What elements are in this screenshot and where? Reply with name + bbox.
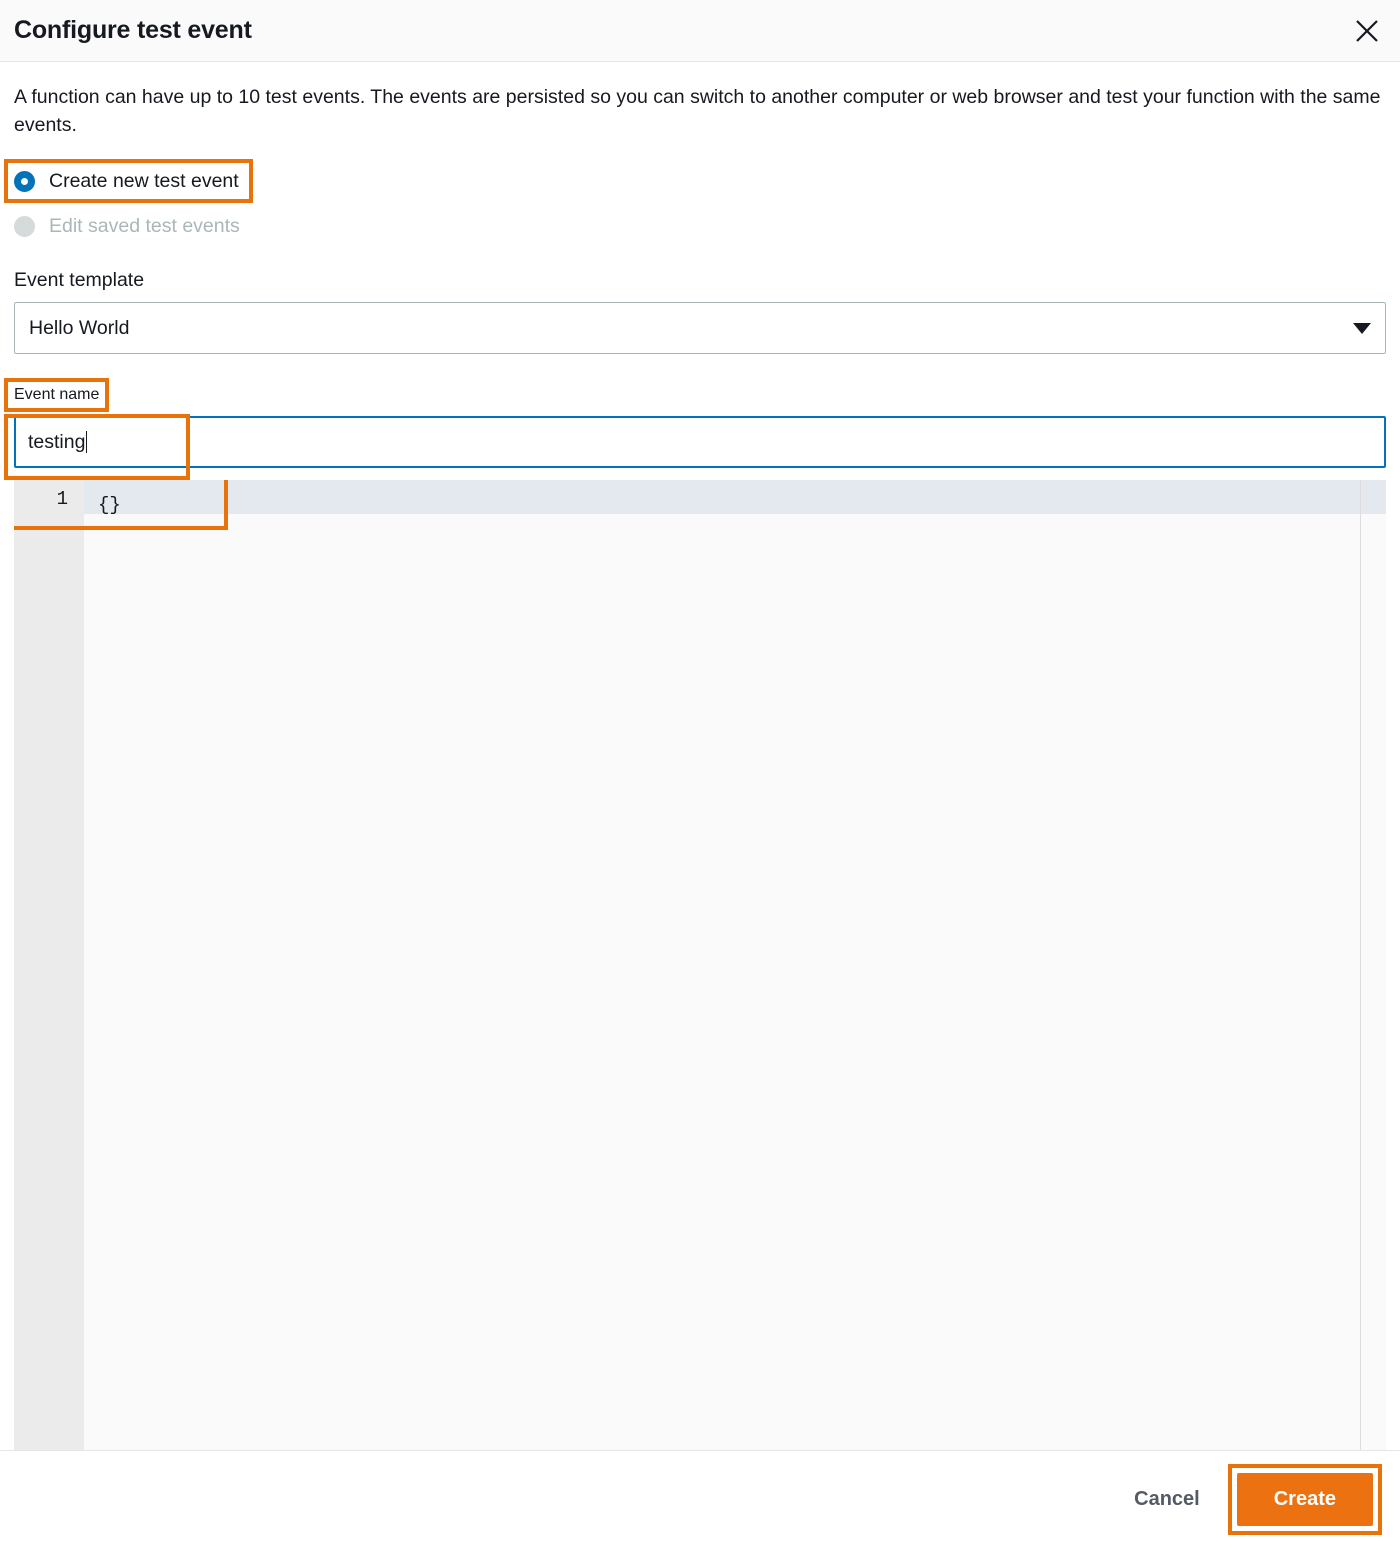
event-template-field <box>14 269 1386 354</box>
modal-header <box>0 0 1400 62</box>
event-template-label: Event template <box>14 269 145 292</box>
event-template-select[interactable] <box>14 302 1386 354</box>
text-cursor <box>86 431 87 453</box>
radio-selected-icon <box>14 171 35 192</box>
editor-line-number: 1 <box>56 488 68 511</box>
event-template-selected-value: Hello World <box>29 316 130 339</box>
event-name-input-value: testing <box>28 430 86 453</box>
create-button[interactable]: Create <box>1237 1473 1373 1526</box>
event-name-input[interactable] <box>14 416 1386 468</box>
editor-line-1 <box>84 488 1386 522</box>
editor-print-margin <box>1360 480 1361 1450</box>
cancel-button[interactable]: Cancel <box>1118 1476 1216 1523</box>
page-title: Configure test event <box>14 16 252 44</box>
event-name-field <box>14 382 1386 468</box>
close-icon[interactable] <box>1350 14 1384 48</box>
radio-edit-saved-test-events[interactable] <box>14 211 240 241</box>
modal-description: A function can have up to 10 test events. The events are persisted so you can switch to another computer or web browser and test your function with the same events. <box>14 86 1381 136</box>
radio-create-new-test-event-label: Create new test event <box>49 169 239 192</box>
event-name-label: Event name <box>8 382 105 408</box>
editor-code-area[interactable] <box>84 480 1386 1450</box>
radio-edit-saved-test-events-label: Edit saved test events <box>49 214 240 237</box>
editor-line-1-text: {} <box>98 494 121 517</box>
radio-unselected-icon <box>14 216 35 237</box>
test-event-mode-radio-group <box>14 163 1386 253</box>
chevron-down-icon <box>1353 323 1371 334</box>
editor-gutter <box>14 480 84 1450</box>
modal-footer <box>0 1450 1400 1548</box>
radio-create-new-test-event[interactable] <box>8 163 249 199</box>
create-button-highlight <box>1232 1468 1378 1531</box>
event-json-editor[interactable] <box>14 480 1386 1450</box>
modal-body <box>0 62 1400 1450</box>
